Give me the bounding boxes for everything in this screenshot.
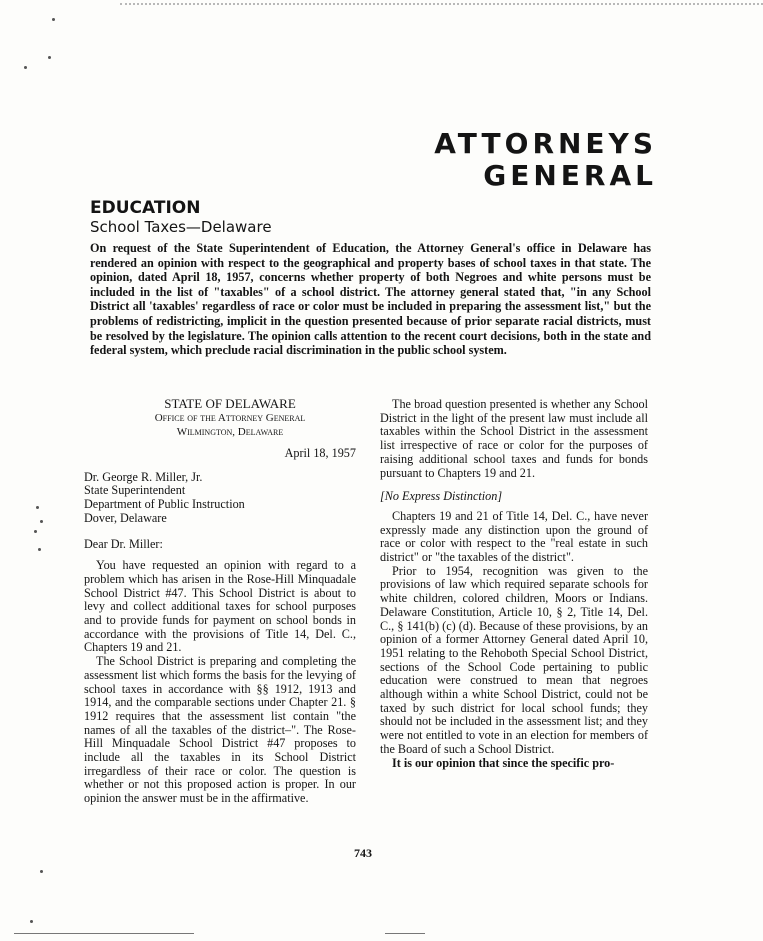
section-subheading: School Taxes—Delaware (90, 218, 272, 236)
body-paragraph: The broad question presented is whether any School District in the light of the present law must include all taxables within the School District in the assessment list irrespective of race or color for the purposes of raising additional school taxes and funds for bonds pursuant to Chapters 19 and 21. (380, 397, 648, 480)
addressee-title: State Superintendent (84, 483, 186, 498)
page-number: 743 (354, 846, 372, 860)
left-column (84, 396, 356, 806)
letterhead-office: Office of the Attorney General (154, 412, 306, 424)
right-column (380, 398, 648, 770)
body-paragraph: Prior to 1954, recognition was given to the provisions of law which required separate schools for white children, colored children, Moors or Indians. Delaware Constitution, Article 10, § 2, Title 14, Del. C., § 141(b) (c) (d). Because of these provisions, by an opinion of a former Attorney General dated April 10, 1951 relating to the Rehoboth Special School District, sections of the School Code pertaining to public education were construed to mean that negroes although within a white School District, could not be taxed by such district for local school funds; they should not be included in the assessment list; and they were not entitled to vote in an election for members of the Board of such a School District. (380, 563, 648, 756)
letterhead-state: STATE OF DELAWARE (164, 396, 296, 411)
letter-date: April 18, 1957 (284, 446, 356, 460)
banner-line-1: ATTORNEYS (434, 127, 657, 160)
body-paragraph-final: It is our opinion that since the specific pro- (392, 755, 615, 770)
scan-border-dots (120, 3, 763, 5)
addressee-department: Department of Public Instruction (84, 497, 245, 512)
addressee-city: Dover, Delaware (84, 510, 167, 525)
letterhead (104, 396, 356, 439)
addressee-block (84, 471, 356, 526)
letterhead-city: Wilmington, Delaware (176, 426, 284, 438)
salutation: Dear Dr. Miller: (84, 536, 163, 551)
banner-line-2: GENERAL (483, 159, 657, 192)
addressee-name: Dr. George R. Miller, Jr. (84, 469, 203, 484)
subhead-no-express-distinction: [No Express Distinction] (380, 489, 503, 504)
subhead-text: No Express Distinction (384, 489, 498, 504)
body-paragraph: You have requested an opinion with regard to a problem which has arisen in the Rose-Hill Minquadale School District #47. This School District is about to levy and collect additional taxes for school purposes and to provide funds for payment on school bonds in accordance with the provisions of Title 14, Del. C., Chapters 19 and 21. (84, 558, 356, 655)
scan-artifact-line (14, 933, 194, 934)
section-heading: EDUCATION (90, 198, 201, 218)
body-paragraph: Chapters 19 and 21 of Title 14, Del. C., have never expressly made any distinction upon the ground of race or color with respect to the "real estate in such district" or "the taxables of the district". (380, 508, 648, 565)
body-paragraph: The School District is preparing and completing the assessment list which forms the basis for the levying of school taxes in accordance with §§ 1912, 1913 and 1914, and the comparable sections under Chapter 21. § 1912 requires that the assessment list contain "the names of all the taxables of the district–". The Rose-Hill Minquadale School District #47 proposes to include all the taxables in its School District irregardless of their race or color. The question is whether or not this proposed action is proper. In our opinion the answer must be in the affirmative. (84, 654, 356, 806)
banner-title (434, 128, 657, 192)
summary-paragraph: On request of the State Superintendent of Education, the Attorney General's office in Delaware has rendered an opinion with respect to the geographical and property bases of school taxes in that state. The opinion, dated April 18, 1957, concerns whether property of both Negroes and white persons must be included in the list of "taxables" of a school district. The attorney general stated that, "in any School District all 'taxables' regardless of race or color must be included in preparing the assessment list," but the problems of redistricting, implicit in the question presented because of prior separate racial districts, must be resolved by the legislature. The opinion calls attention to the recent court decisions, both in the state and federal system, which preclude racial discrimination in the public school system. (90, 241, 651, 358)
scan-artifact-line (385, 933, 425, 934)
